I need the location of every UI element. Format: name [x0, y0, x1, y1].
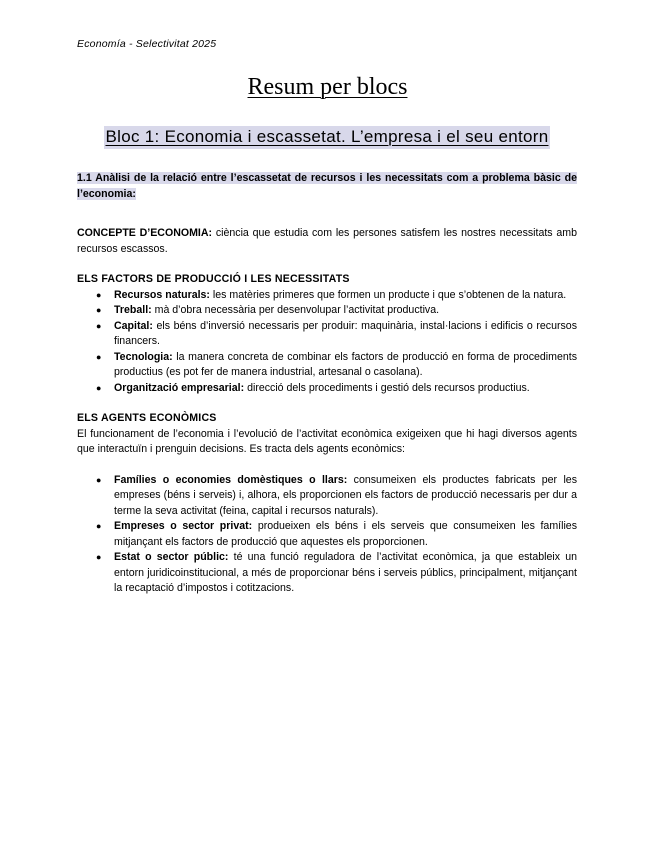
bullet-icon: ●: [96, 521, 102, 531]
list-item: [96, 519, 577, 550]
list-item: [96, 381, 577, 397]
bloc-title: [77, 127, 577, 147]
item-term: Empreses o sector privat:: [114, 520, 253, 532]
item-term: Capital:: [114, 319, 153, 332]
bullet-icon: ●: [96, 552, 102, 562]
list-item: [96, 550, 577, 597]
item-term: Famílies o economies domèstiques o llars:: [114, 473, 348, 486]
item-text: té una funció reguladora de l’activitat econòmica, ja que estableix un entorn juridicoinstitucional, a més de proporcionar béns i serveis públics, principalment, mitjançant la recaptació d’impostos i cotitzacions.: [114, 551, 577, 594]
page-title: Resum per blocs: [247, 74, 408, 100]
item-text: la manera concreta de combinar els factors de producció en forma de procediments productius (es pot fer de manera industrial, artesanal o casolana).: [114, 350, 577, 378]
bullet-icon: ●: [96, 289, 102, 300]
agents-intro: El funcionament de l’economia i l’evolució de l’activitat econòmica exigeixen que hi hagi diversos agents que interactuïn i prenguin decisions. Es tracta dels agents econòmics:: [77, 427, 577, 455]
factors-heading: ELS FACTORS DE PRODUCCIÓ I LES NECESSITATS: [77, 273, 350, 285]
bullet-icon: ●: [96, 474, 102, 485]
item-text: direcció dels procediments i gestió dels recursos productius.: [244, 381, 530, 394]
list-item: [96, 288, 577, 304]
subsection-text: 1.1 Anàlisi de la relació entre l’escassetat de recursos i les necessitats com a problema bàsic de l’economia:: [77, 172, 577, 200]
item-text: mà d’obra necessària per desenvolupar l’activitat productiva.: [151, 304, 440, 316]
bloc-title-text: Bloc 1: Economia i escassetat. L’empresa i el seu entorn: [104, 126, 551, 149]
concept-paragraph: [77, 226, 577, 257]
list-item: [96, 350, 577, 381]
subsection-heading: [77, 171, 577, 202]
content: [77, 171, 577, 597]
page-header: Economía - Selectivitat 2025: [77, 38, 217, 50]
agents-list: [77, 473, 577, 597]
item-text: els béns d’inversió necessaris per produir: maquinària, instal·lacions i edificis o recursos financers.: [114, 319, 577, 347]
agents-heading: ELS AGENTS ECONÒMICS: [77, 412, 217, 424]
item-term: Treball:: [114, 304, 152, 316]
factors-list: [77, 288, 577, 397]
concept-text: ciència que estudia com les persones satisfem les nostres necessitats amb recursos escassos.: [77, 227, 577, 255]
item-term: Organització empresarial:: [114, 381, 245, 394]
bullet-icon: ●: [96, 320, 102, 331]
concept-label: CONCEPTE D’ECONOMIA:: [77, 227, 213, 239]
bullet-icon: ●: [96, 382, 102, 393]
list-item: [96, 319, 577, 350]
item-term: Recursos naturals:: [114, 288, 210, 301]
bullet-icon: ●: [96, 305, 102, 315]
item-text: les matèries primeres que formen un producte i que s’obtenen de la natura.: [209, 288, 567, 301]
item-text: consumeixen els productes fabricats per les empreses (béns i serveis) i, alhora, els proporcionen els factors de producció necessaris per dur a terme la seva activitat (feina, capital i recursos naturals).: [114, 473, 577, 517]
list-item: [96, 473, 577, 520]
item-term: Tecnologia:: [114, 350, 173, 363]
bullet-icon: ●: [96, 351, 102, 362]
item-text: produeixen els béns i els serveis que consumeixen les famílies mitjançant els factors de producció que aquestes els proporcionen.: [114, 520, 577, 548]
list-item: [96, 303, 577, 319]
item-term: Estat o sector públic:: [114, 551, 229, 563]
